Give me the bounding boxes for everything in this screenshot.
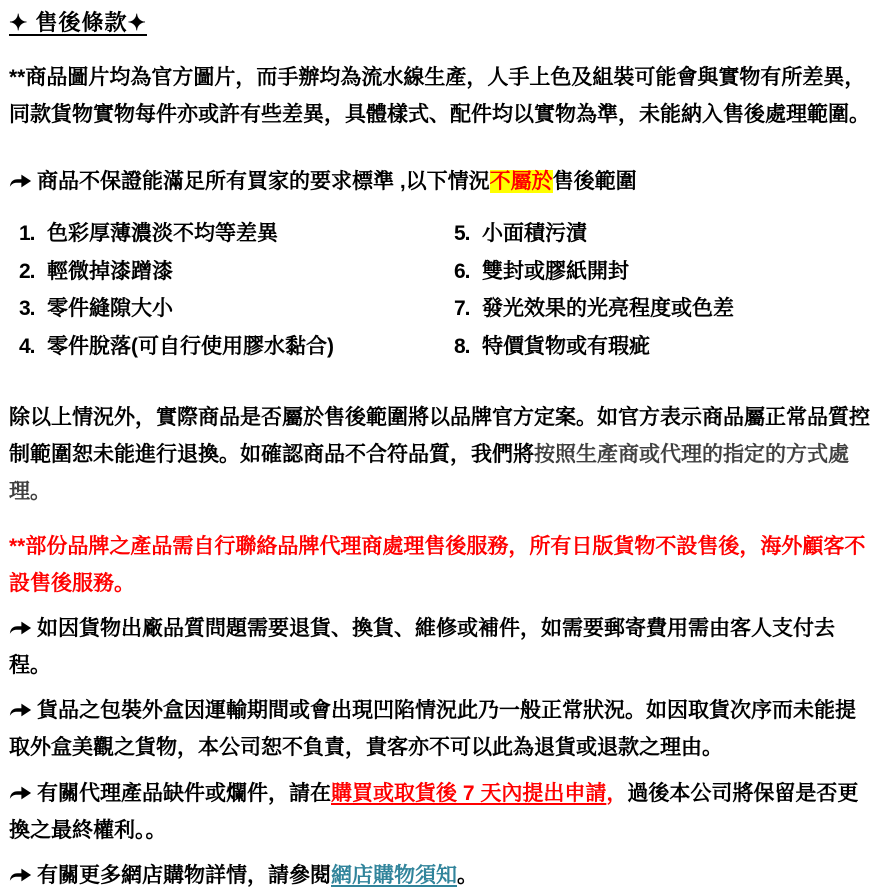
decision-paragraph [9, 399, 876, 510]
claim-period-comma: ， [606, 782, 628, 805]
list-item-text: 小面積污漬 [482, 222, 587, 245]
claim-period-note [9, 775, 876, 849]
decision-gray-text: 按照生產商或代理的指定的方式處理。 [9, 443, 849, 503]
intro-paragraph: **商品圖片均為官方圖片，而手辦均為流水線生產，人手上色及組裝可能會與實物有所差異，同款貨物實物每件亦或許有些差異，具體樣式、配件均以實物為準，未能納入售後處理範圍。 [9, 66, 870, 126]
arrow-icon [9, 867, 32, 883]
list-item-number: 2. [19, 259, 35, 283]
arrow-icon [9, 702, 32, 718]
decision-black-text: 除以上情況外，實際商品是否屬於售後範圍將以品牌官方定案。如官方表示商品屬正常品質控制範圍恕未能進行退換。如確認商品不合符品質，我們將 [9, 406, 870, 466]
list-item [454, 257, 876, 295]
list-item [454, 294, 876, 332]
shop-guide-link[interactable]: 網店購物須知 [331, 864, 457, 887]
exclusions-header-highlight: 不屬於 [489, 170, 553, 193]
list-item-text: 零件脫落(可自行使用膠水黏合) [47, 334, 334, 358]
list-item-text: 發光效果的光亮程度或色差 [482, 297, 734, 320]
claim-period-emphasis: 購買或取貨後 7 天內提出申請 [331, 782, 607, 805]
list-item-text: 色彩厚薄濃淡不均等差異 [47, 222, 278, 245]
exclusions-header-suffix: 售後範圍 [552, 170, 637, 193]
list-item-number: 6. [454, 259, 470, 283]
list-item-number: 8. [454, 334, 470, 358]
packaging-note-text: 貨品之包裝外盒因運輸期間或會出現凹陷情況此乃一般正常狀況。如因取貨次序而未能提取外盒美觀之貨物，本公司恕不負責，貴客亦不可以此為退貨或退款之理由。 [9, 699, 856, 759]
list-item [19, 257, 454, 295]
arrow-icon [9, 173, 32, 189]
exclusions-header [9, 163, 876, 200]
claim-period-suffix: 過後本公司將保留是否更換之最終權利。。 [9, 782, 859, 842]
list-item [454, 219, 876, 257]
list-item-number: 7. [454, 297, 470, 320]
shop-info-suffix: 。 [457, 864, 478, 887]
list-item-number: 5. [454, 222, 470, 245]
shipping-cost-note-text: 如因貨物出廠品質問題需要退貨、換貨、維修或補件，如需要郵寄費用需由客人支付去程。 [9, 617, 835, 677]
exclusions-header-prefix: 商品不保證能滿足所有買家的要求標準 ,以下情況 [37, 170, 490, 193]
list-item-number: 1. [19, 222, 35, 245]
list-item [19, 219, 454, 257]
shipping-cost-note [9, 610, 876, 684]
exclusions-list [9, 219, 876, 369]
list-item [454, 332, 876, 370]
shop-info-prefix: 有關更多網店購物詳情，請參閱 [37, 864, 331, 887]
list-item [19, 294, 454, 332]
list-item-number: 4. [19, 334, 35, 358]
packaging-note [9, 692, 876, 766]
shop-info-note [9, 857, 876, 894]
list-item-number: 3. [19, 297, 35, 320]
arrow-icon [9, 785, 32, 801]
list-item [19, 332, 454, 370]
claim-period-prefix: 有關代理產品缺件或爛件，請在 [37, 782, 331, 805]
brand-warning-paragraph: **部份品牌之產品需自行聯絡品牌代理商處理售後服務，所有日版貨物不設售後，海外顧客不設售後服務。 [9, 535, 866, 595]
list-item-text: 雙封或膠紙開封 [482, 259, 629, 283]
page-title: ✦ 售後條款✦ [9, 10, 147, 35]
list-item-text: 輕微掉漆蹭漆 [47, 259, 173, 283]
arrow-icon [9, 620, 32, 636]
list-item-text: 零件縫隙大小 [47, 297, 173, 320]
list-item-text: 特價貨物或有瑕疵 [482, 334, 650, 358]
